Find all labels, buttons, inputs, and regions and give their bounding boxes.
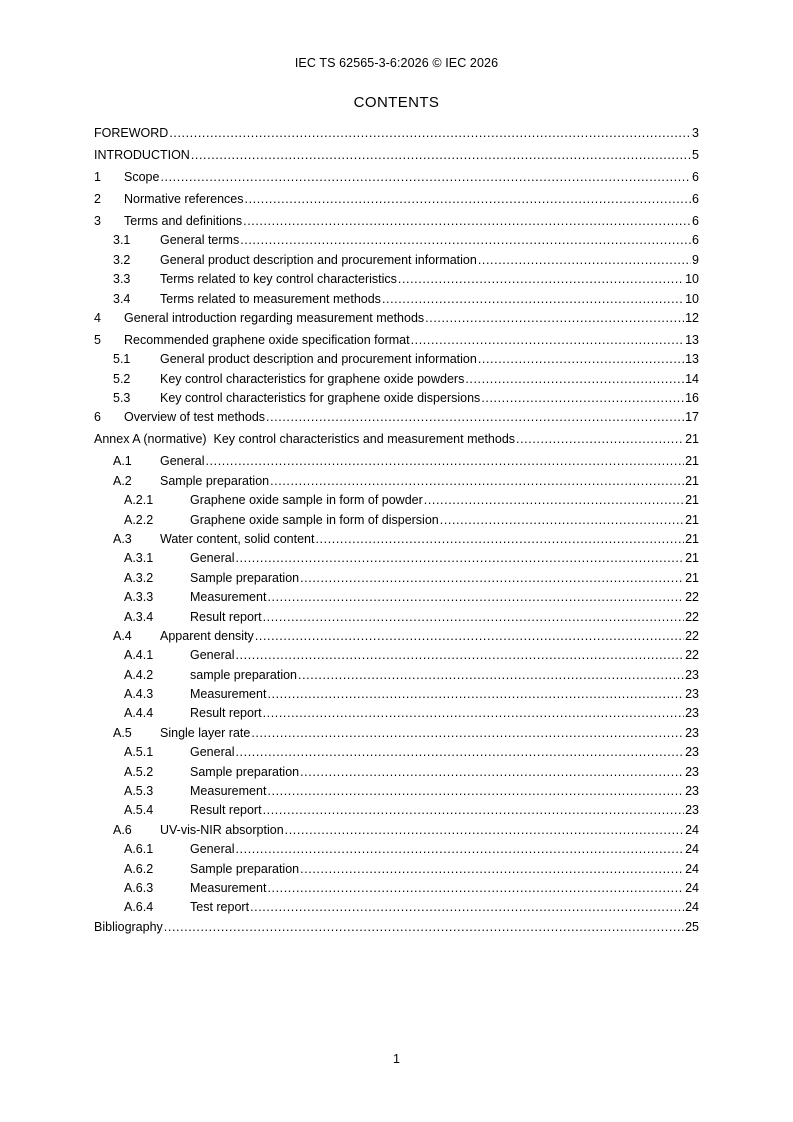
toc-entry-page: 6 <box>692 213 699 228</box>
toc-entry-label: Test report <box>190 900 250 915</box>
toc-entry-page: 13 <box>685 352 699 367</box>
toc-entry-annex-a-6-2[interactable] <box>94 860 699 879</box>
toc-entry-label: General <box>190 745 235 760</box>
toc-entry-page: 24 <box>685 900 699 915</box>
toc-entry-label: Terms related to measurement methods <box>160 291 381 306</box>
toc-entry-label: Graphene oxide sample in form of dispersion <box>190 512 439 527</box>
toc-entry-number: 5.2 <box>113 371 131 386</box>
toc-entry-number: 3.3 <box>113 272 131 287</box>
toc-entry-page: 21 <box>685 454 699 469</box>
toc-entry-number: 5 <box>94 332 101 347</box>
toc-entry-number: 1 <box>94 169 101 184</box>
toc-entry-page: 21 <box>685 512 699 527</box>
toc-entry-annex-a-6-4[interactable] <box>94 898 699 917</box>
toc-entry-annex-a-3[interactable] <box>94 530 699 549</box>
toc-entry-number: 3 <box>94 213 101 228</box>
toc-entry-label: Sample preparation <box>190 570 300 585</box>
toc-entry-number: A.4 <box>113 628 132 643</box>
toc-entry-section-3-1[interactable] <box>94 231 699 250</box>
toc-entry-page: 24 <box>685 842 699 857</box>
toc-entry-bibliography[interactable] <box>94 918 699 937</box>
toc-entry-number: A.2.1 <box>124 493 154 508</box>
toc-entry-section-4[interactable] <box>94 309 699 328</box>
toc-entry-section-3-3[interactable] <box>94 270 699 289</box>
toc-entry-annex-a-4-2[interactable] <box>94 666 699 685</box>
toc-entry-label: Overview of test methods <box>124 410 266 425</box>
toc-entry-number: 3.2 <box>113 252 131 267</box>
toc-entry-label: General product description and procurement information <box>160 352 477 367</box>
toc-entry-annex-a-2-2[interactable] <box>94 511 699 530</box>
toc-entry-page: 23 <box>685 725 699 740</box>
toc-entry-page: 13 <box>685 332 699 347</box>
toc-entry-page: 21 <box>685 570 699 585</box>
toc-entry-annex-a-6[interactable] <box>94 821 699 840</box>
toc-entry-page: 21 <box>685 531 699 546</box>
toc-entry-page: 22 <box>685 590 699 605</box>
toc-entry-label: General <box>190 648 235 663</box>
toc-entry-number: A.3 <box>113 531 132 546</box>
toc-entry-label: Recommended graphene oxide specification format <box>124 332 410 347</box>
toc-entry-label: Normative references <box>124 191 244 206</box>
toc-entry-number: A.3.3 <box>124 590 154 605</box>
toc-entry-page: 24 <box>685 861 699 876</box>
toc-entry-label: Key control characteristics for graphene oxide dispersions <box>160 391 481 406</box>
toc-entry-number: A.5.4 <box>124 803 154 818</box>
toc-entry-section-5[interactable] <box>94 331 699 350</box>
toc-entry-number: A.4.1 <box>124 648 154 663</box>
document-header: IEC TS 62565-3-6:2026 © IEC 2026 <box>294 56 499 70</box>
toc-entry-annex-a-2-1[interactable] <box>94 491 699 510</box>
toc-entry-label: Terms related to key control characteristics <box>160 272 397 287</box>
toc-entry-page: 6 <box>692 191 699 206</box>
toc-entry-number: A.6 <box>113 822 132 837</box>
toc-entry-page: 9 <box>692 252 699 267</box>
toc-entry-number: A.5 <box>113 725 132 740</box>
toc-entry-number: A.6.2 <box>124 861 154 876</box>
toc-entry-number: A.6.4 <box>124 900 154 915</box>
toc-entry-annex-a-5[interactable] <box>94 724 699 743</box>
toc-entry-page: 23 <box>685 706 699 721</box>
toc-entry-annex-a-3-4[interactable] <box>94 608 699 627</box>
toc-entry-label: Result report <box>190 803 262 818</box>
toc-entry-label: Water content, solid content <box>160 531 315 546</box>
toc-entry-page: 25 <box>685 919 699 934</box>
toc-entry-number: A.5.1 <box>124 745 154 760</box>
toc-entry-number: A.4.4 <box>124 706 154 721</box>
toc-entry-annex-a-3-2[interactable] <box>94 569 699 588</box>
toc-entry-page: 16 <box>685 391 699 406</box>
toc-entry-label: Terms and definitions <box>124 213 243 228</box>
toc-entry-annex-a-6-3[interactable] <box>94 879 699 898</box>
page-title: CONTENTS <box>353 94 440 111</box>
toc-entry-number: 6 <box>94 410 101 425</box>
toc-entry-page: 10 <box>685 272 699 287</box>
toc-entry-page: 5 <box>692 147 699 162</box>
toc-entry-label: Result report <box>190 609 262 624</box>
toc-entry-page: 21 <box>685 493 699 508</box>
toc-entry-number: A.1 <box>113 454 132 469</box>
toc-entry-label: UV-vis-NIR absorption <box>160 822 284 837</box>
toc-entry-label: Sample preparation <box>190 861 300 876</box>
toc-entry-section-3-2[interactable] <box>94 251 699 270</box>
toc-entry-annex-a-3-3[interactable] <box>94 588 699 607</box>
toc-entry-label: INTRODUCTION <box>94 147 190 162</box>
toc-entry-label: Measurement <box>190 590 267 605</box>
toc-entry-introduction[interactable] <box>94 146 699 165</box>
toc-entry-label: Sample preparation <box>190 764 300 779</box>
toc-entry-section-5-3[interactable] <box>94 389 699 408</box>
toc-entry-section-3-4[interactable] <box>94 290 699 309</box>
toc-entry-page: 21 <box>685 473 699 488</box>
toc-entry-annex-a-4-3[interactable] <box>94 685 699 704</box>
toc-entry-annex-a-5-1[interactable] <box>94 743 699 762</box>
toc-entry-page: 22 <box>685 648 699 663</box>
toc-entry-page: 22 <box>685 628 699 643</box>
toc-entry-annex-a-4-1[interactable] <box>94 646 699 665</box>
toc-entry-annex-a-4-4[interactable] <box>94 704 699 723</box>
toc-entry-page: 12 <box>685 310 699 325</box>
toc-entry-label: General <box>190 551 235 566</box>
toc-entry-annex-a-6-1[interactable] <box>94 840 699 859</box>
toc-entry-number: A.3.4 <box>124 609 154 624</box>
toc-entry-label: Measurement <box>190 784 267 799</box>
toc-entry-page: 23 <box>685 667 699 682</box>
toc-entry-label: Sample preparation <box>160 473 270 488</box>
page-number: 1 <box>393 1052 400 1066</box>
toc-entry-label: General introduction regarding measurement methods <box>124 310 425 325</box>
toc-entry-annex-a-5-4[interactable] <box>94 801 699 820</box>
toc-entry-label: Measurement <box>190 881 267 895</box>
toc-entry-section-1[interactable] <box>94 168 699 187</box>
toc-entry-label: Graphene oxide sample in form of powder <box>190 493 423 508</box>
toc-entry-foreword[interactable] <box>94 124 699 143</box>
toc-entry-label: General terms <box>160 233 240 248</box>
toc-entry-page: 6 <box>692 169 699 184</box>
toc-entry-number: A.6.1 <box>124 842 154 857</box>
toc-entry-page: 23 <box>685 687 699 702</box>
toc-entry-page: 22 <box>685 609 699 624</box>
table-of-contents <box>94 124 699 937</box>
toc-entry-number: A.4.2 <box>124 667 154 682</box>
toc-entry-number: A.5.3 <box>124 784 154 799</box>
toc-entry-section-3[interactable] <box>94 212 699 231</box>
toc-entry-label: Scope <box>124 169 160 184</box>
toc-entry-label: General <box>190 842 235 857</box>
toc-entry-page: 23 <box>685 803 699 818</box>
toc-entry-section-2[interactable] <box>94 190 699 209</box>
toc-entry-label: FOREWORD <box>94 126 169 140</box>
toc-entry-annex-a-1[interactable] <box>94 452 699 471</box>
toc-entry-annex-a-5-2[interactable] <box>94 763 699 782</box>
toc-entry-label: Apparent density <box>160 628 254 643</box>
toc-entry-label: Result report <box>190 706 262 721</box>
toc-entry-section-5-2[interactable] <box>94 370 699 389</box>
toc-entry-number: A.2.2 <box>124 512 154 527</box>
toc-entry-section-6[interactable] <box>94 408 699 427</box>
toc-entry-annex-a-5-3[interactable] <box>94 782 699 801</box>
toc-entry-number: 5.1 <box>113 352 131 367</box>
toc-entry-page: 21 <box>685 432 699 447</box>
toc-entry-page: 3 <box>692 126 699 140</box>
toc-entry-page: 24 <box>685 822 699 837</box>
toc-entry-page: 14 <box>685 371 699 386</box>
toc-entry-number: 2 <box>94 191 101 206</box>
toc-entry-page: 23 <box>685 745 699 760</box>
toc-entry-label: General product description and procurement information <box>160 252 477 267</box>
toc-entry-number: A.3.1 <box>124 551 154 566</box>
toc-entry-annex-a-4[interactable] <box>94 627 699 646</box>
toc-entry-number: A.4.3 <box>124 687 154 702</box>
toc-entry-annex-a[interactable] <box>94 430 699 449</box>
toc-entry-label: General <box>160 454 205 469</box>
toc-entry-number: A.3.2 <box>124 570 154 585</box>
toc-entry-page: 6 <box>692 233 699 248</box>
toc-entry-number: 4 <box>94 310 101 325</box>
toc-entry-annex-a-3-1[interactable] <box>94 549 699 568</box>
toc-entry-label: sample preparation <box>190 667 298 682</box>
toc-entry-page: 24 <box>685 881 699 895</box>
toc-entry-label: Measurement <box>190 687 267 702</box>
toc-entry-annex-a-2[interactable] <box>94 472 699 491</box>
toc-entry-number: A.2 <box>113 473 132 488</box>
toc-entry-label: Annex A (normative) Key control characteristics and measurement methods <box>94 432 516 447</box>
toc-entry-number: 3.4 <box>113 291 131 306</box>
toc-entry-label: Key control characteristics for graphene oxide powders <box>160 371 465 386</box>
toc-entry-page: 10 <box>685 291 699 306</box>
toc-entry-label: Single layer rate <box>160 725 251 740</box>
toc-entry-page: 21 <box>685 551 699 566</box>
toc-entry-number: A.6.3 <box>124 881 154 895</box>
toc-entry-label: Bibliography <box>94 919 163 934</box>
toc-entry-section-5-1[interactable] <box>94 350 699 369</box>
toc-entry-number: 3.1 <box>113 233 131 248</box>
toc-entry-page: 23 <box>685 764 699 779</box>
toc-entry-number: 5.3 <box>113 391 131 406</box>
toc-entry-number: A.5.2 <box>124 764 154 779</box>
toc-entry-page: 17 <box>685 410 699 425</box>
toc-entry-page: 23 <box>685 784 699 799</box>
